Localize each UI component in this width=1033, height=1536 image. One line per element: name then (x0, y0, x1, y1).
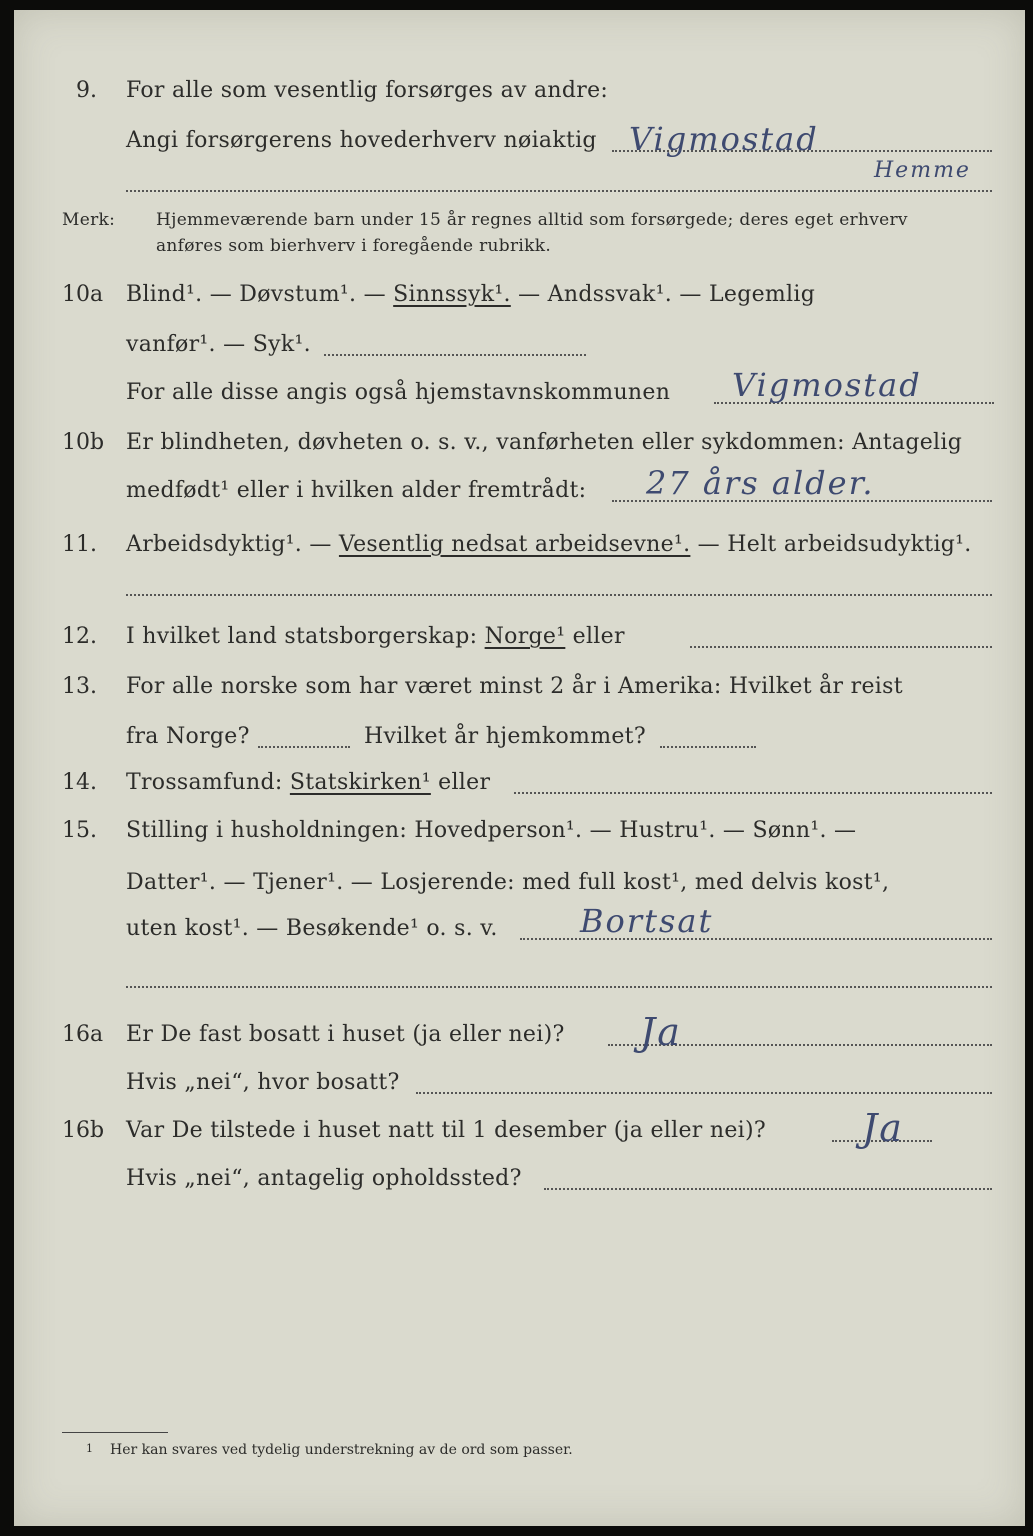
q10a-line3: For alle disse angis også hjemstavnskommunen (126, 380, 671, 405)
q12-line (126, 624, 625, 649)
census-form-page (14, 10, 1025, 1526)
q11-extra-line (126, 594, 992, 596)
q14-number: 14. (62, 770, 97, 795)
q9-handwritten-answer-2: Hemme (874, 158, 971, 183)
q13-line2b: Hvilket år hjemkommet? (364, 724, 646, 749)
q9-extra-line (126, 190, 992, 192)
q14-line (126, 770, 490, 795)
q10a-number: 10a (62, 282, 104, 307)
q12-answer-line (690, 646, 992, 648)
merk-label: Merk: (62, 210, 116, 230)
q12-part-a: I hvilket land statsborgerskap: (126, 624, 485, 649)
q15-line3: uten kost¹. — Besøkende¹ o. s. v. (126, 916, 498, 941)
q14-answer-line (514, 792, 992, 794)
q10b-line1: Er blindheten, døvheten o. s. v., vanførheten eller sykdommen: Antagelig (126, 430, 963, 455)
q11-line (126, 532, 972, 557)
q15-extra-line (126, 986, 992, 988)
q10a-part-a: Blind¹. — Døvstum¹. — (126, 282, 394, 307)
q13-line2a: fra Norge? (126, 724, 250, 749)
q16a-handwritten-answer: Ja (640, 1010, 682, 1054)
q12-number: 12. (62, 624, 97, 649)
q10a-syk-line (324, 354, 586, 356)
q9-number: 9. (76, 78, 97, 103)
q13-number: 13. (62, 674, 97, 699)
q11-part-a: Arbeidsdyktig¹. — (126, 532, 339, 557)
q10a-part-c: — Andssvak¹. — Legemlig (510, 282, 816, 307)
q16b-line1: Var De tilstede i huset natt til 1 desember (ja eller nei)? (126, 1118, 766, 1143)
q16a-line2: Hvis „nei“, hvor bosatt? (126, 1070, 400, 1095)
q13-line1: For alle norske som har været minst 2 år i Amerika: Hvilket år reist (126, 674, 903, 699)
merk-line2: anføres som bierhverv i foregående rubrikk. (156, 236, 552, 256)
q14-underlined-statskirken: Statskirken¹ (289, 770, 431, 795)
q15-handwritten-answer: Bortsat (580, 902, 714, 940)
q14-part-c: eller (430, 770, 491, 795)
merk-line1: Hjemmeværende barn under 15 år regnes alltid som forsørgede; deres eget erhverv (156, 210, 908, 230)
footnote-rule (62, 1432, 168, 1433)
q16b-number: 16b (62, 1118, 105, 1143)
q10b-line2: medfødt¹ eller i hvilken alder fremtrådt: (126, 478, 587, 503)
footnote-mark: 1 (86, 1442, 93, 1455)
q11-part-c: — Helt arbeidsudyktig¹. (690, 532, 972, 557)
q10b-number: 10b (62, 430, 105, 455)
q10b-handwritten-answer: 27 års alder. (646, 464, 875, 502)
q9-line1: For alle som vesentlig forsørges av andre: (126, 78, 609, 103)
q9-line2: Angi forsørgerens hovederhverv nøiaktig (126, 128, 597, 153)
q16b-line2: Hvis „nei“, antagelig opholdssted? (126, 1166, 522, 1191)
q12-underlined-norge: Norge¹ (484, 624, 566, 649)
q10a-underlined-sinnssyk: Sinnssyk¹. (393, 282, 511, 307)
q16a-number: 16a (62, 1022, 104, 1047)
q11-number: 11. (62, 532, 97, 557)
q9-handwritten-answer: Vigmostad (629, 120, 819, 158)
q10a-line1 (126, 282, 815, 307)
q10a-line2: vanfør¹. — Syk¹. (126, 332, 311, 357)
q16b-handwritten-answer: Ja (862, 1106, 904, 1150)
q16a-bosatt-line (416, 1092, 992, 1094)
q16a-line1: Er De fast bosatt i huset (ja eller nei)? (126, 1022, 565, 1047)
q15-number: 15. (62, 818, 97, 843)
q14-part-a: Trossamfund: (126, 770, 290, 795)
q13-hjemkommet-line (660, 746, 756, 748)
q15-line2: Datter¹. — Tjener¹. — Losjerende: med full kost¹, med delvis kost¹, (126, 870, 890, 895)
q12-part-c: eller (565, 624, 625, 649)
q11-underlined-answer: Vesentlig nedsat arbeidsevne¹. (338, 532, 691, 557)
footnote-text: Her kan svares ved tydelig understrekning av de ord som passer. (110, 1442, 573, 1458)
q10a-handwritten-answer: Vigmostad (732, 366, 922, 404)
q16b-opholdssted-line (544, 1188, 992, 1190)
q13-reist-line (258, 746, 350, 748)
q15-line1: Stilling i husholdningen: Hovedperson¹. — Hustru¹. — Sønn¹. — (126, 818, 857, 843)
